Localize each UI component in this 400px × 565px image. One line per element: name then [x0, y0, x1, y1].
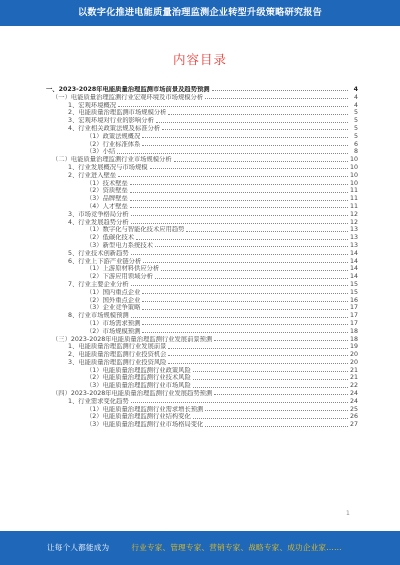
toc-entry[interactable]: [46, 265, 358, 273]
toc-entry-label: （三）2023-2028年电能质量治理监测行业发展前景预测: [52, 335, 213, 343]
toc-entry[interactable]: [46, 328, 358, 336]
toc-entry[interactable]: [46, 289, 358, 297]
toc-entry-page: 24: [349, 390, 358, 398]
toc-leader-dots: [130, 184, 348, 185]
toc-entry-page: 14: [349, 257, 358, 265]
toc-entry[interactable]: [46, 382, 358, 390]
toc-leader-dots: [131, 215, 348, 216]
toc-entry-label: （3）新型电力系统技术: [86, 241, 153, 249]
toc-leader-dots: [130, 192, 348, 193]
toc-entry[interactable]: [46, 374, 358, 382]
toc-entry[interactable]: [46, 180, 358, 188]
toc-leader-dots: [142, 145, 348, 146]
toc-entry[interactable]: [46, 351, 358, 359]
toc-entry-page: 5: [353, 132, 358, 140]
toc-entry[interactable]: [46, 164, 358, 172]
toc-entry-label: （1）技术壁垒: [86, 179, 128, 187]
toc-entry-label: （二）电能质量治理监测行业市场规模分析: [52, 156, 172, 164]
toc-entry[interactable]: [46, 125, 358, 133]
toc-entry[interactable]: [46, 102, 358, 110]
toc-entry-label: 1、电能质量治理监测行业发展前景: [68, 343, 167, 351]
toc-entry-label: 6、行业上下游产业链分析: [68, 257, 142, 265]
toc-entry-label: 2、电能质量治理监测行业投资机会: [68, 351, 167, 359]
toc-entry-page: 10: [349, 171, 358, 179]
toc-entry-label: （四）2023-2028年电能质量治理监测行业发展趋势预测: [52, 390, 213, 398]
toc-entry[interactable]: [46, 234, 358, 242]
toc-entry-page: 13: [349, 234, 358, 242]
toc-entry-page: 19: [349, 343, 358, 351]
toc-leader-dots: [143, 262, 348, 263]
toc-leader-dots: [130, 207, 348, 208]
page-number: 1: [346, 510, 350, 517]
toc-entry[interactable]: [46, 367, 358, 375]
toc-leader-dots: [174, 161, 348, 162]
toc-entry-page: 26: [349, 413, 358, 421]
toc-entry-label: 3、市场竞争格局分析: [68, 210, 129, 218]
toc-entry-label: （2）行业标准体系: [86, 140, 141, 148]
toc-leader-dots: [155, 246, 348, 247]
toc-entry-label: （2）电能质量治理监测行业结构变化: [86, 413, 191, 421]
toc-entry[interactable]: [46, 86, 358, 94]
toc-leader-dots: [150, 168, 348, 169]
toc-entry[interactable]: [46, 203, 358, 211]
toc-entry[interactable]: [46, 226, 358, 234]
toc-entry-page: 5: [353, 124, 358, 132]
toc-entry-page: 21: [349, 366, 358, 374]
toc-entry[interactable]: [46, 211, 358, 219]
toc-entry-label: （1）电能质量治理监测行业需求增长预测: [86, 405, 204, 413]
toc-entry-label: 3、宏观环境对行业的影响分析: [68, 117, 154, 125]
toc-leader-dots: [136, 239, 348, 240]
toc-leader-dots: [168, 348, 348, 349]
toc-entry[interactable]: [46, 273, 358, 281]
toc-entry-label: （3）企业竞争策略: [86, 304, 141, 312]
toc-entry-label: （1）数字化与智能化技术应用趋势: [86, 226, 185, 234]
toc-entry-page: 20: [349, 358, 358, 366]
toc-entry[interactable]: [46, 297, 358, 305]
toc-entry-label: （2）低碳化技术: [86, 234, 135, 242]
toc-entry[interactable]: [46, 242, 358, 250]
toc-entry[interactable]: [46, 195, 358, 203]
toc-entry-page: 25: [349, 405, 358, 413]
toc-leader-dots: [155, 278, 348, 279]
toc-leader-dots: [193, 379, 348, 380]
toc-leader-dots: [162, 129, 348, 130]
toc-entry-page: 14: [349, 265, 358, 273]
toc-heading: 内容目录: [172, 52, 227, 67]
toc-leader-dots: [212, 90, 348, 91]
footer-slogan-right: 行业专家、管理专家、营销专家、战略专家、成功企业家……: [131, 543, 342, 552]
toc-entry-page: 13: [349, 241, 358, 249]
toc-entry-page: 14: [349, 249, 358, 257]
toc-leader-dots: [205, 98, 348, 99]
toc-entry-page: 14: [349, 273, 358, 281]
report-title: 以数字化推进电能质量治理监测企业转型升级策略研究报告: [77, 7, 323, 18]
toc-leader-dots: [142, 324, 348, 325]
toc-leader-dots: [193, 418, 348, 419]
toc-entry-label: 1、宏观环境概况: [68, 101, 117, 109]
toc-entry-page: 5: [353, 117, 358, 125]
toc-leader-dots: [118, 176, 348, 177]
toc-entry[interactable]: [46, 421, 358, 429]
toc-leader-dots: [205, 410, 348, 411]
toc-leader-dots: [186, 231, 348, 232]
toc-entry[interactable]: [46, 336, 358, 344]
toc-entry-label: 2、电能质量治理监测市场规模分析: [68, 109, 167, 117]
toc-entry-page: 4: [353, 93, 358, 101]
toc-leader-dots: [156, 122, 348, 123]
toc-leader-dots: [131, 285, 348, 286]
toc-entry[interactable]: [46, 141, 358, 149]
toc-leader-dots: [142, 301, 348, 302]
toc-entry-page: 15: [349, 280, 358, 288]
toc-entry-label: （3）品牌壁垒: [86, 195, 128, 203]
toc-entry-page: 4: [353, 101, 358, 109]
toc-entry[interactable]: [46, 312, 358, 320]
toc-leader-dots: [168, 363, 348, 364]
toc-entry-page: 12: [349, 218, 358, 226]
toc-entry-label: （1）政策法规概况: [86, 132, 141, 140]
toc-entry-page: 17: [349, 312, 358, 320]
toc-entry-label: （2）市场规模预测: [86, 327, 141, 335]
toc-entry-page: 6: [353, 140, 358, 148]
toc-entry[interactable]: [46, 359, 358, 367]
toc-leader-dots: [131, 254, 348, 255]
toc-entry-label: （3）电能质量治理监测行业市场风险: [86, 382, 191, 390]
toc-entry-label: 1、行业发展概况与市场规模: [68, 163, 148, 171]
toc-leader-dots: [130, 200, 348, 201]
toc-entry-page: 12: [349, 210, 358, 218]
toc-entry-label: 3、电能质量治理监测行业投资风险: [68, 358, 167, 366]
toc-entry-page: 13: [349, 226, 358, 234]
toc-entry[interactable]: [46, 187, 358, 195]
toc-entry-page: 27: [349, 421, 358, 429]
toc-leader-dots: [193, 387, 348, 388]
toc-leader-dots: [161, 270, 348, 271]
toc-entry-page: 18: [349, 335, 358, 343]
toc-entry-page: 11: [349, 202, 358, 210]
toc-leader-dots: [214, 394, 348, 395]
toc-entry-page: 21: [349, 374, 358, 382]
report-header-bar: [0, 0, 400, 26]
toc-entry-page: 10: [349, 156, 358, 164]
toc-entry[interactable]: [46, 219, 358, 227]
toc-entry-page: 8: [353, 148, 358, 156]
toc-leader-dots: [142, 332, 348, 333]
toc-entry-label: （3）小结: [86, 148, 116, 156]
toc-leader-dots: [142, 309, 348, 310]
toc-entry-label: 5、行业技术创新趋势: [68, 249, 129, 257]
toc-leader-dots: [131, 223, 348, 224]
toc-entry-label: （2）下游应用领域分析: [86, 273, 153, 281]
toc-entry[interactable]: [46, 406, 358, 414]
toc-entry-page: 18: [349, 327, 358, 335]
toc-leader-dots: [142, 293, 348, 294]
toc-leader-dots: [117, 153, 348, 154]
toc-entry[interactable]: [46, 281, 358, 289]
toc-entry-page: 4: [353, 86, 358, 93]
toc-entry[interactable]: [46, 156, 358, 164]
toc-entry-label: （1）电能质量治理监测行业政策风险: [86, 366, 191, 374]
toc-entry-page: 10: [349, 179, 358, 187]
toc-entry[interactable]: [46, 117, 358, 125]
toc-entry-label: （2）国外重点企业: [86, 296, 141, 304]
toc-entry[interactable]: [46, 109, 358, 117]
toc-entry[interactable]: [46, 94, 358, 102]
toc-leader-dots: [214, 340, 348, 341]
toc-entry[interactable]: [46, 398, 358, 406]
toc-entry-label: （2）电能质量治理监测行业技术风险: [86, 374, 191, 382]
toc-leader-dots: [168, 355, 348, 356]
toc-entry[interactable]: [46, 413, 358, 421]
toc-entry-label: 8、行业市场规模预测: [68, 312, 129, 320]
toc-leader-dots: [131, 402, 348, 403]
toc-entry-page: 22: [349, 382, 358, 390]
toc-entry[interactable]: [46, 343, 358, 351]
toc-entry-label: （1）国内重点企业: [86, 288, 141, 296]
toc-entry-page: 20: [349, 351, 358, 359]
toc-entry[interactable]: [46, 250, 358, 258]
toc-entry-label: 2、行业进入壁垒: [68, 171, 117, 179]
toc-entry[interactable]: [46, 133, 358, 141]
toc-entry-label: 4、行业发展趋势分析: [68, 218, 129, 226]
toc-entry-label: （4）人才壁垒: [86, 202, 128, 210]
toc-entry-label: （1）上游原材料供应分析: [86, 265, 160, 273]
toc-entry-page: 10: [349, 163, 358, 171]
toc-entry-label: 1、行业需求变化趋势: [68, 397, 129, 405]
toc-entry-page: 15: [349, 288, 358, 296]
toc-leader-dots: [131, 317, 348, 318]
toc-leader-dots: [142, 137, 348, 138]
footer-banner: [0, 531, 400, 565]
toc-entry-page: 17: [349, 304, 358, 312]
toc-leader-dots: [193, 371, 348, 372]
toc-entry-label: 7、行业主要企业分析: [68, 280, 129, 288]
toc-entry-page: 24: [349, 397, 358, 405]
toc-entry[interactable]: [46, 172, 358, 180]
toc-entry-label: 4、行业相关政策法规及标准分析: [68, 124, 161, 132]
toc-entry-label: （3）电能质量治理监测行业市场格局变化: [86, 421, 204, 429]
toc-entry-label: （1）市场需求预测: [86, 319, 141, 327]
toc-leader-dots: [168, 114, 348, 115]
toc-entry-page: 11: [349, 187, 358, 195]
footer-slogan-left: 让每个人都能成为: [47, 543, 110, 552]
toc-entry[interactable]: [46, 320, 358, 328]
toc-leader-dots: [205, 426, 348, 427]
toc-entry[interactable]: [46, 148, 358, 156]
toc-entry[interactable]: [46, 304, 358, 312]
toc-entry[interactable]: [46, 258, 358, 266]
toc-entry-label: 一、2023-2028年电能质量治理监测市场前景及趋势预测: [46, 86, 210, 93]
toc-entry-page: 5: [353, 109, 358, 117]
toc-entry[interactable]: [46, 390, 358, 398]
toc-entry-page: 11: [349, 195, 358, 203]
toc-entry-page: 17: [349, 319, 358, 327]
toc-entry-label: （2）资质壁垒: [86, 187, 128, 195]
table-of-contents: [46, 86, 358, 429]
toc-entry-label: （一）电能质量治理监测行业宏观环境及市场规模分析: [52, 93, 204, 101]
toc-leader-dots: [118, 106, 348, 107]
toc-entry-page: 16: [349, 296, 358, 304]
